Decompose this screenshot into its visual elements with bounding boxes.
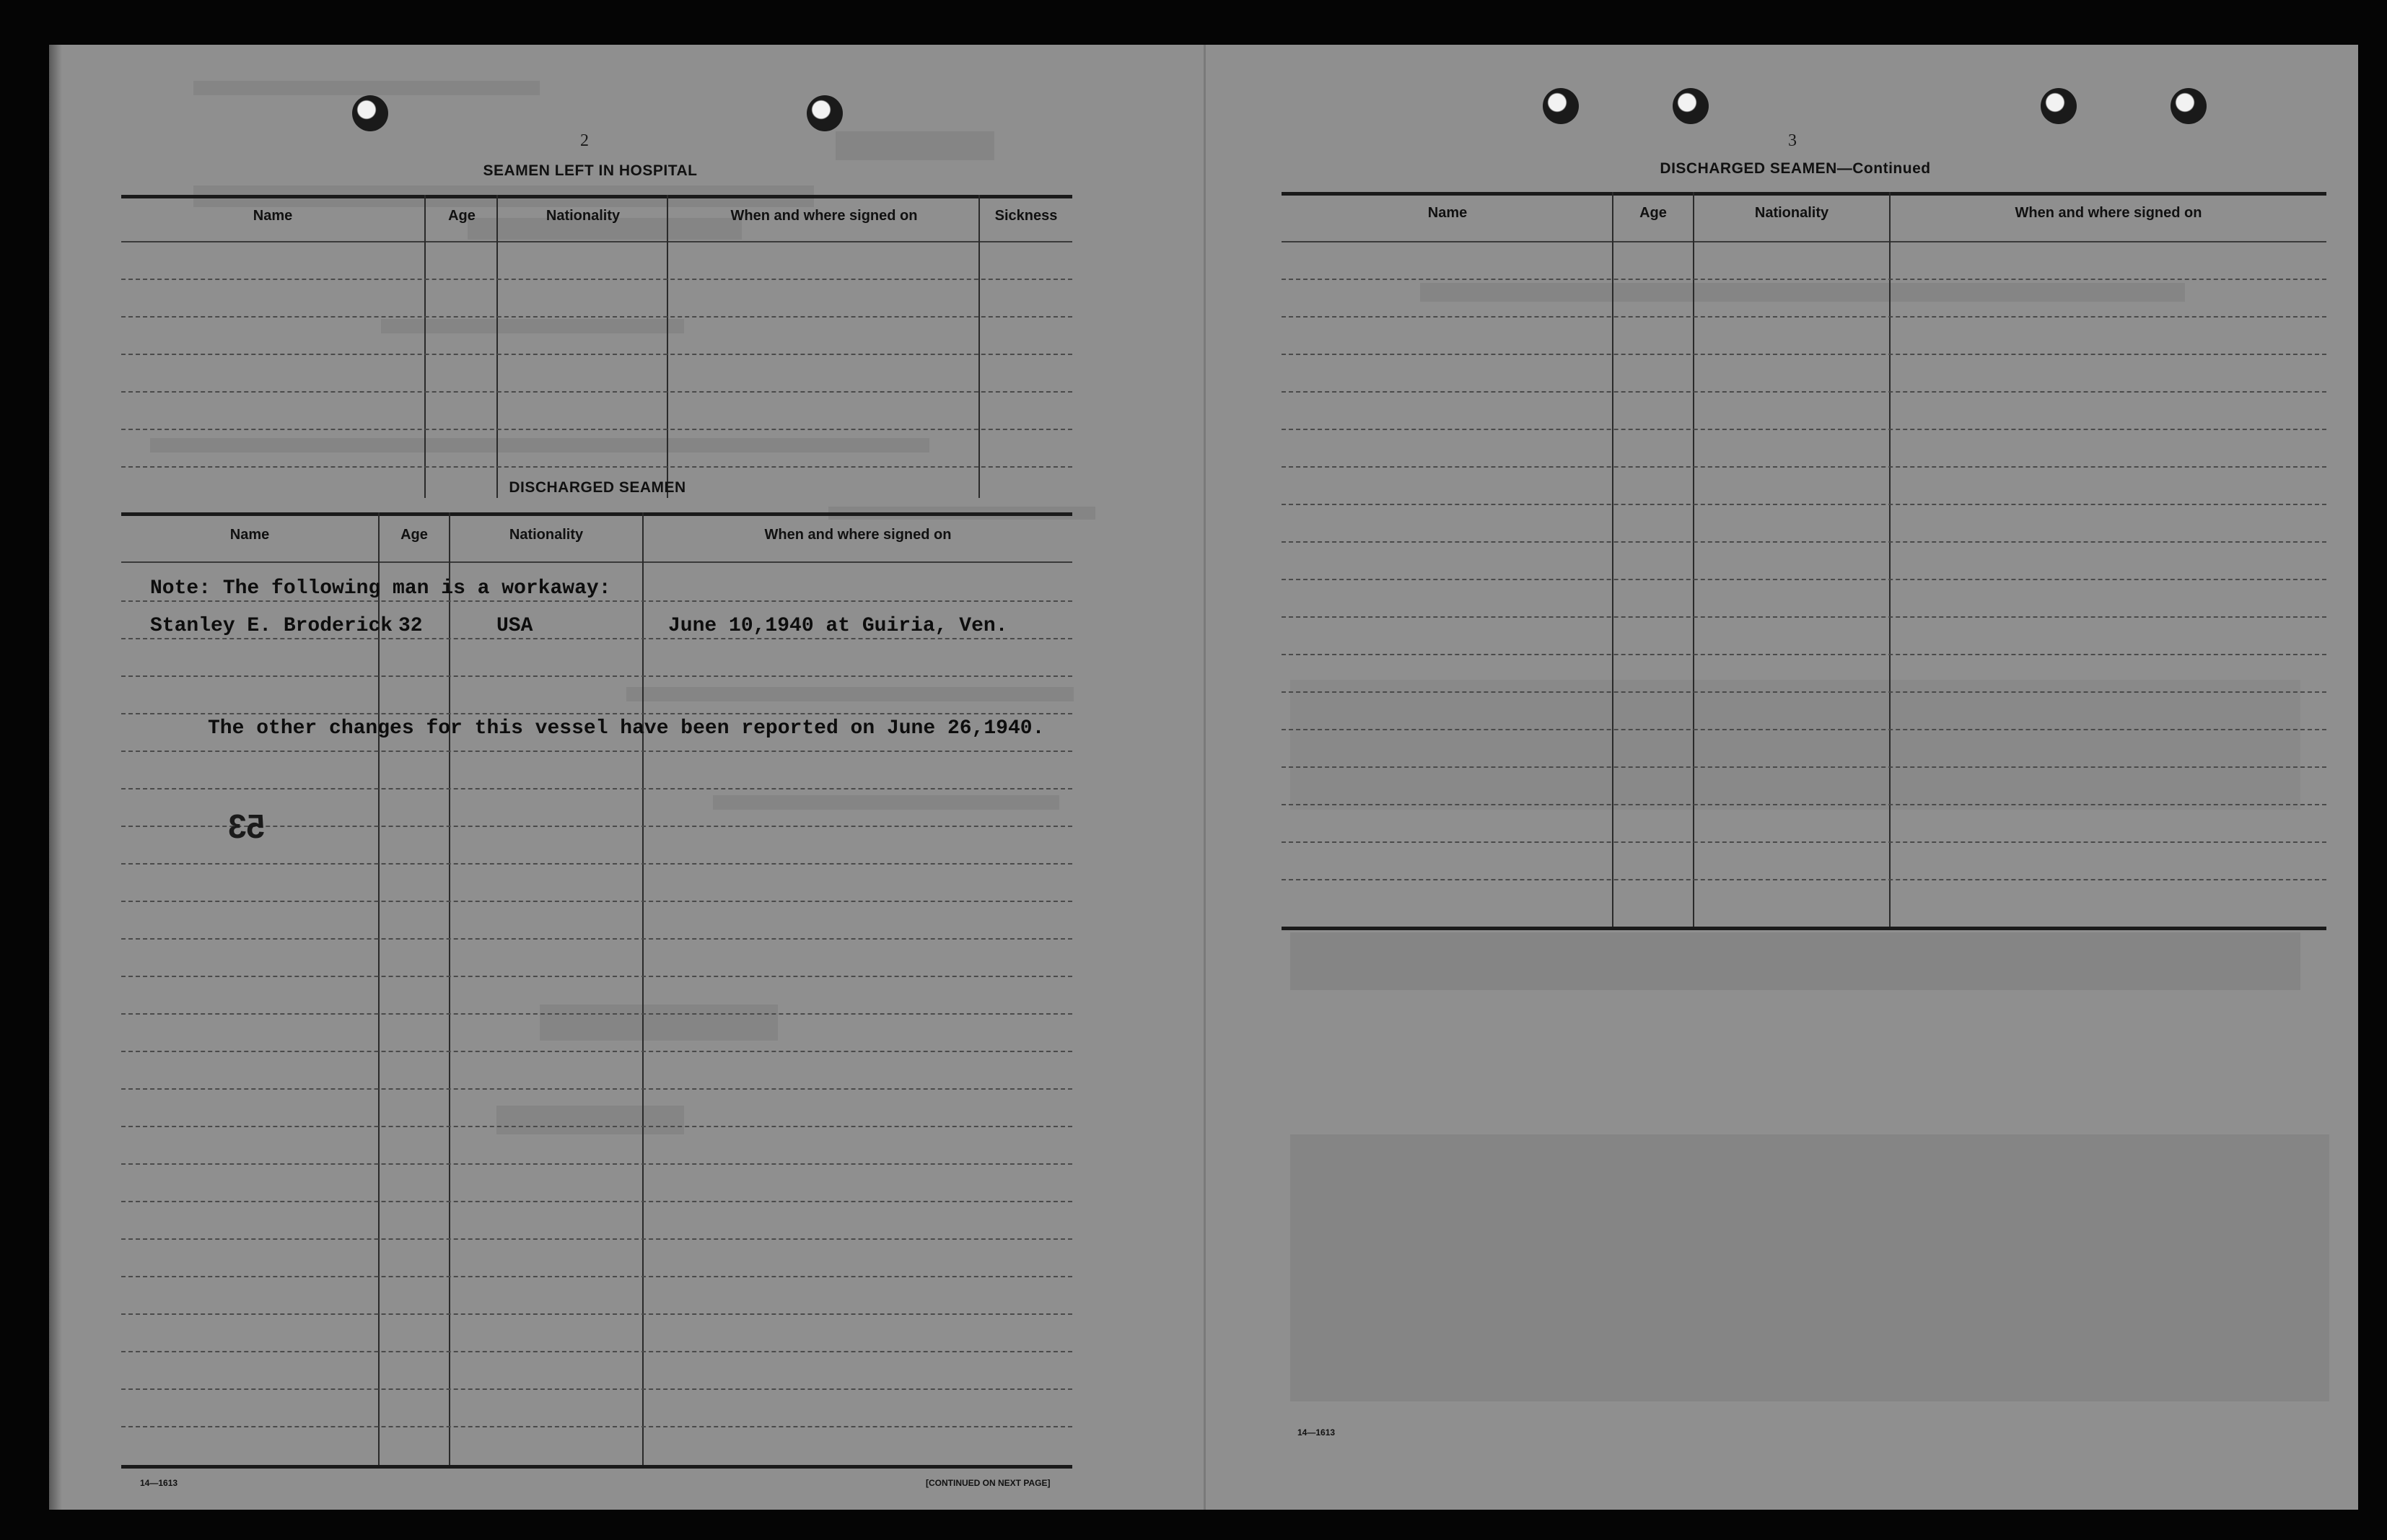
bleed-through-text	[1290, 680, 2300, 810]
binder-hole-icon	[2171, 88, 2207, 124]
binder-hole-icon	[807, 95, 843, 131]
bleed-through-text	[540, 1005, 778, 1041]
bleed-through-text	[381, 319, 684, 333]
workaway-note: Note: The following man is a workaway:	[150, 577, 611, 600]
seaman-nationality: USA	[496, 615, 533, 637]
column-header-signed-on: When and where signed on	[730, 208, 918, 224]
binder-hole-icon	[2041, 88, 2077, 124]
page-number: 2	[580, 131, 589, 150]
page-fold	[1204, 45, 1206, 1510]
bleed-through-text	[626, 687, 1074, 701]
bleed-through-text	[713, 795, 1059, 810]
binder-hole-icon	[352, 95, 388, 131]
column-header-nationality: Nationality	[546, 208, 621, 224]
seaman-signed-on: June 10,1940 at Guiria, Ven.	[668, 615, 1008, 637]
column-header-signed-on: When and where signed on	[2015, 205, 2202, 221]
column-header-nationality: Nationality	[509, 527, 584, 543]
discharged-section-title: DISCHARGED SEAMEN	[509, 479, 686, 496]
handwritten-number: 53	[228, 808, 266, 845]
bleed-through-text	[193, 81, 540, 95]
other-changes-remark: The other changes for this vessel have been reported on June 26,1940.	[208, 717, 1045, 740]
bleed-through-text	[496, 1106, 684, 1134]
binder-hole-icon	[1543, 88, 1579, 124]
column-header-nationality: Nationality	[1754, 205, 1829, 221]
form-code: 14—1613	[1297, 1427, 1336, 1438]
binder-hole-icon	[1673, 88, 1709, 124]
column-header-age: Age	[1639, 205, 1667, 221]
column-header-age: Age	[448, 208, 476, 224]
column-header-age: Age	[400, 527, 428, 543]
page-number: 3	[1788, 131, 1797, 150]
column-header-name: Name	[253, 208, 293, 224]
column-header-signed-on: When and where signed on	[764, 527, 952, 543]
bleed-through-text	[1420, 283, 2185, 302]
seaman-name: Stanley E. Broderick	[150, 615, 393, 637]
column-header-name: Name	[229, 527, 270, 543]
discharged-continued-title: DISCHARGED SEAMEN—Continued	[1660, 160, 1931, 177]
form-code: 14—1613	[140, 1478, 178, 1488]
column-header-name: Name	[1427, 205, 1468, 221]
hospital-section-title: SEAMEN LEFT IN HOSPITAL	[483, 162, 698, 179]
seaman-age: 32	[398, 615, 423, 637]
bleed-through-text	[150, 438, 929, 452]
continued-note: [CONTINUED ON NEXT PAGE]	[926, 1478, 1051, 1488]
bleed-through-text	[1290, 932, 2300, 990]
bleed-through-text	[1290, 1134, 2329, 1401]
column-header-sickness: Sickness	[994, 208, 1058, 224]
bleed-through-text	[836, 131, 994, 160]
document-page	[49, 45, 2358, 1510]
